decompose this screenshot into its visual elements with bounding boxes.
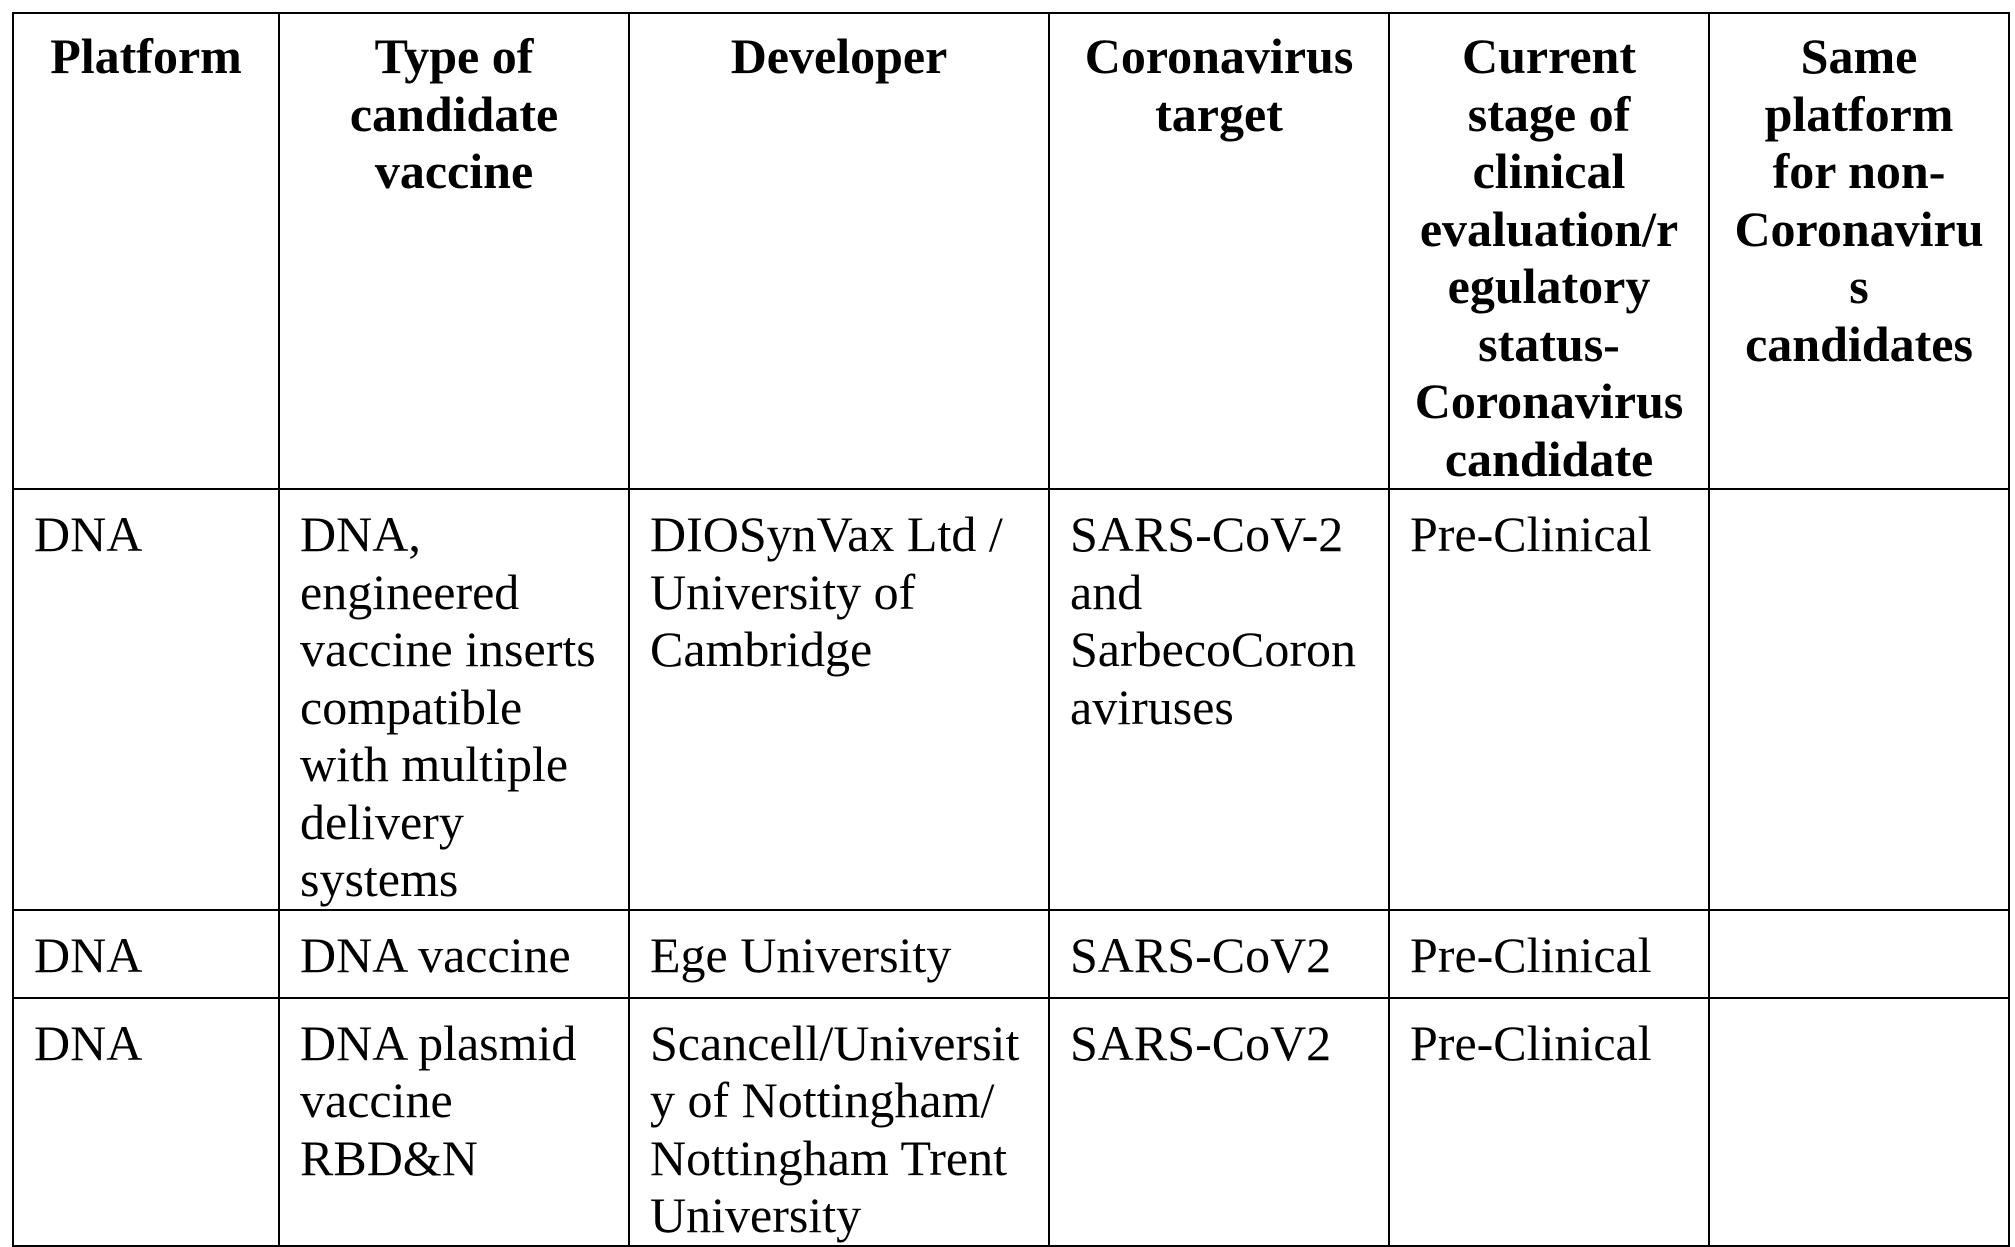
cell-platform: DNA [13, 910, 279, 998]
cell-developer: DIOSynVax Ltd / University of Cambridge [629, 489, 1049, 910]
cell-stage: Pre-Clinical [1389, 998, 1709, 1246]
table-row [13, 910, 2009, 998]
vaccine-candidates-table [12, 12, 2010, 1247]
cell-target: SARS-CoV2 [1049, 910, 1389, 998]
table-row [13, 998, 2009, 1246]
cell-developer: Ege University [629, 910, 1049, 998]
cell-target: SARS-CoV2 [1049, 998, 1389, 1246]
cell-same-platform [1709, 910, 2009, 998]
header-type-of-candidate-vaccine: Type of candidate vaccine [279, 13, 629, 489]
header-same-platform: Same platform for non-Coronavirus candidates [1709, 13, 2009, 489]
table-row [13, 489, 2009, 910]
header-platform: Platform [13, 13, 279, 489]
cell-stage: Pre-Clinical [1389, 489, 1709, 910]
cell-developer: Scancell/University of Nottingham/ Nottingham Trent University [629, 998, 1049, 1246]
cell-same-platform [1709, 489, 2009, 910]
cell-same-platform [1709, 998, 2009, 1246]
cell-type: DNA vaccine [279, 910, 629, 998]
cell-type: DNA, engineered vaccine inserts compatible with multiple delivery systems [279, 489, 629, 910]
header-row [13, 13, 2009, 489]
cell-type: DNA plasmid vaccine RBD&N [279, 998, 629, 1246]
header-current-stage: Current stage of clinical evaluation/regulatory status-Coronavirus candidate [1389, 13, 1709, 489]
cell-platform: DNA [13, 998, 279, 1246]
cell-target: SARS-CoV-2 and SarbecoCoronaviruses [1049, 489, 1389, 910]
header-coronavirus-target: Coronavirus target [1049, 13, 1389, 489]
header-developer: Developer [629, 13, 1049, 489]
cell-platform: DNA [13, 489, 279, 910]
cell-stage: Pre-Clinical [1389, 910, 1709, 998]
